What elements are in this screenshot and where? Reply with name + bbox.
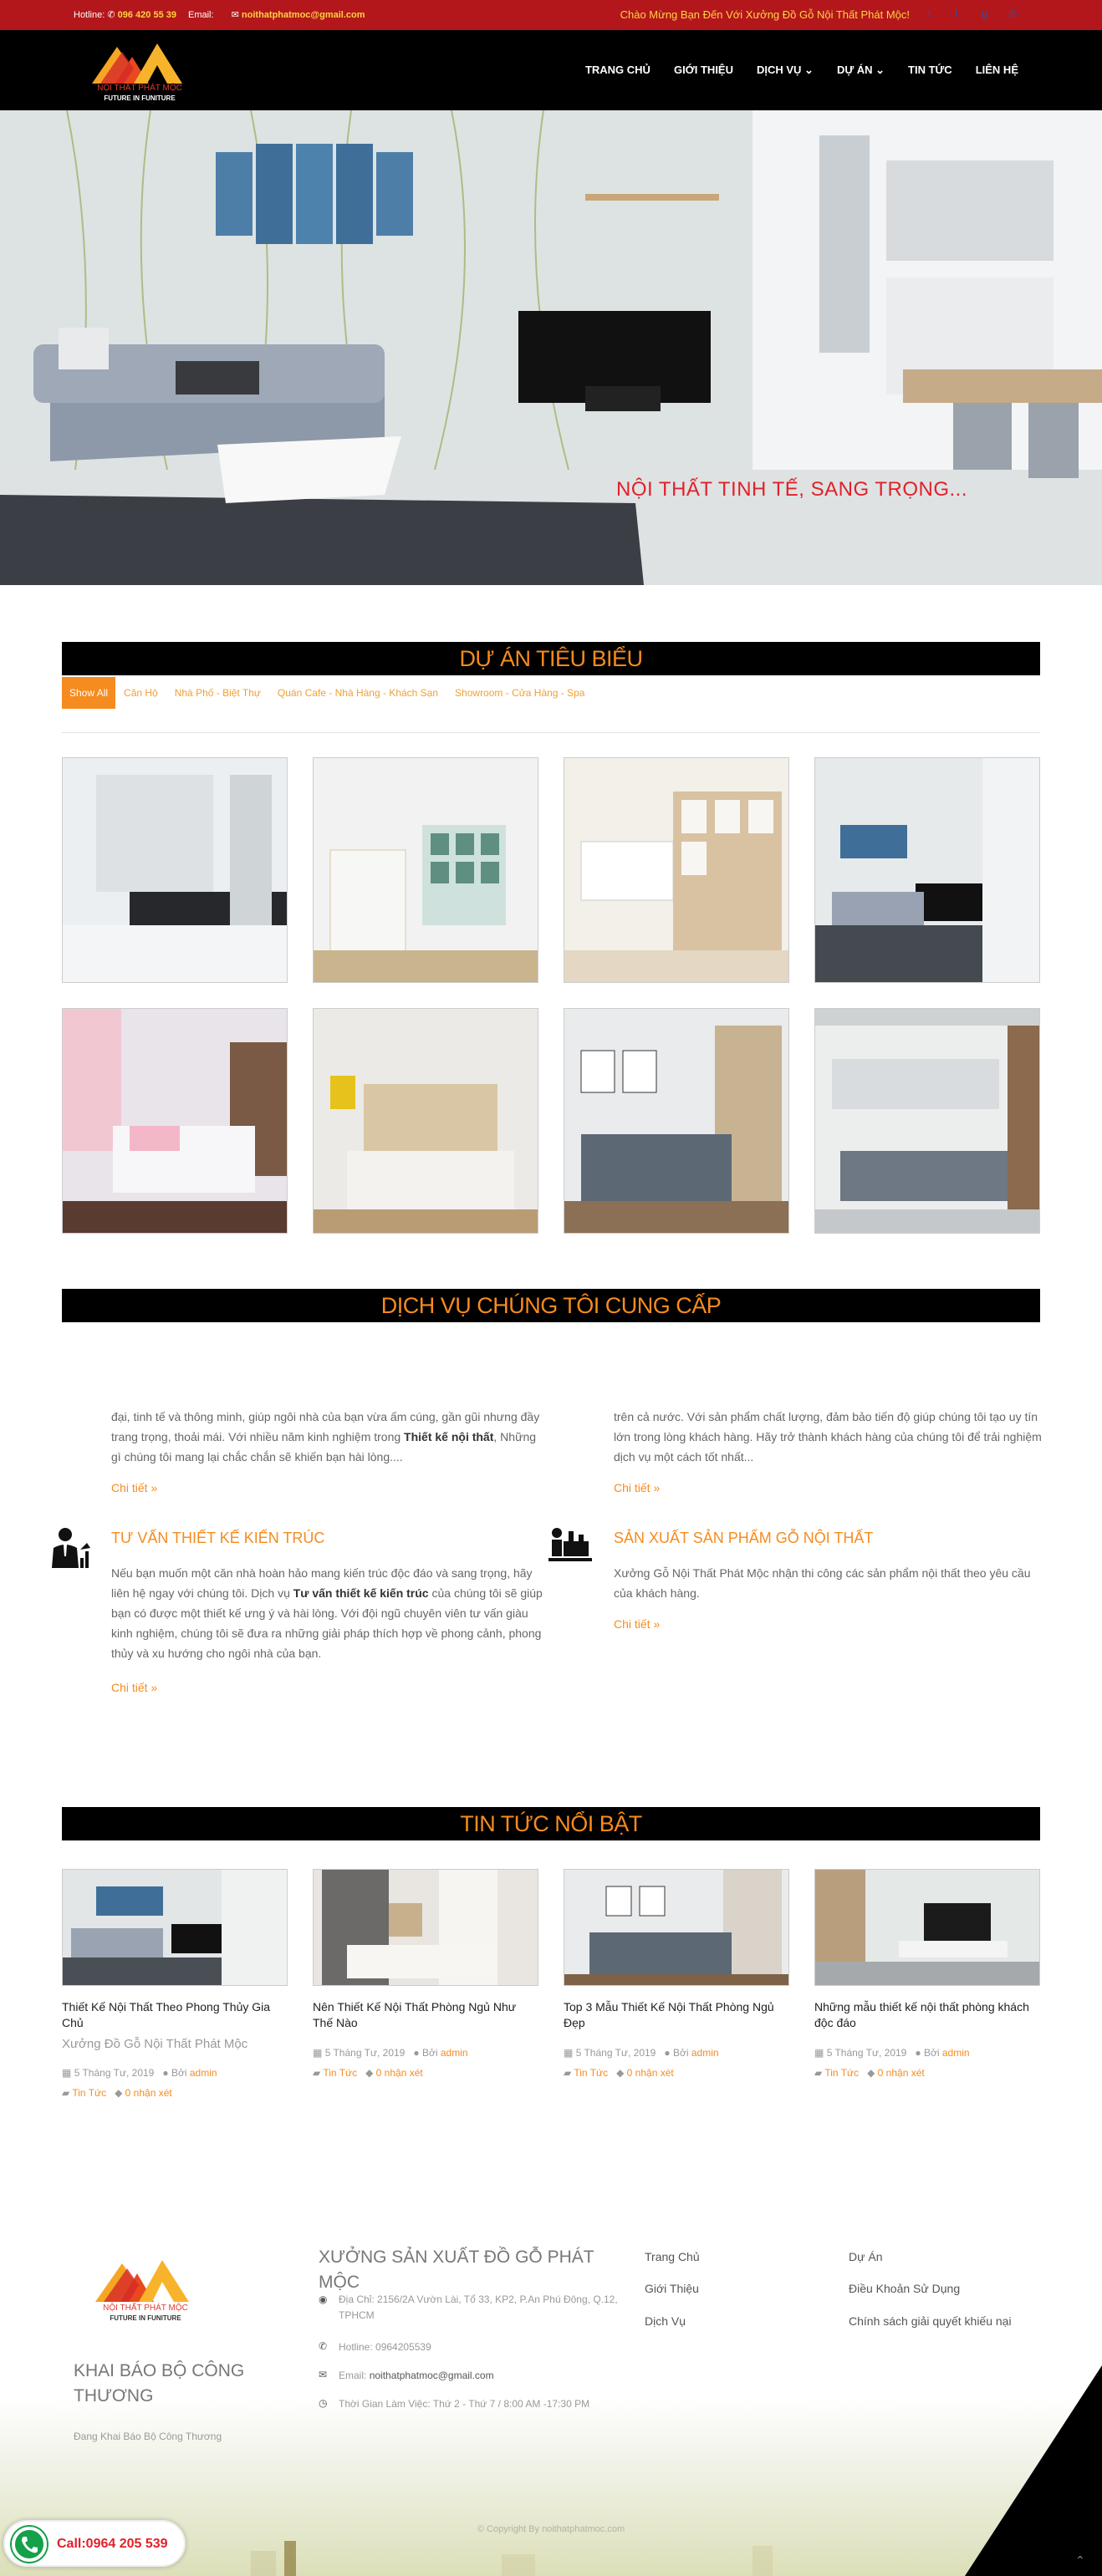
service-description-architecture: Nếu bạn muốn một căn nhà hoàn hảo mang kiến trúc độc đáo và sang trọng, hãy liên hệ ngay với chúng tôi. Dịch vụ Tư vấn thiết kế kiến trúc của chúng tôi sẽ giúp bạn có được một thiết kế ưng ý và hài lòng. Với đội ngũ chuyên viên tư vấn giàu kinh nghiệm, chúng tôi sẽ đưa ra những giải pháp thích hợp về phong cảnh, phong thủy và xu hướng cho ngôi nhà của bạn.	[111, 1566, 543, 1660]
service-more-link[interactable]: Chi tiết »	[111, 1481, 158, 1494]
news-card[interactable]	[814, 1869, 1040, 2083]
comment-icon: ◆	[365, 2067, 374, 2079]
comments-link[interactable]: 0 nhận xét	[626, 2067, 674, 2079]
email-address[interactable]: noithatphatmoc@gmail.com	[241, 10, 365, 20]
tv-living-room-image	[815, 1870, 1040, 1986]
hero-slider[interactable]	[0, 110, 1102, 585]
registration-title: KHAI BÁO BỘ CÔNG THƯƠNG	[74, 2361, 245, 2405]
working-hours: Thời Gian Làm Việc: Thứ 2 - Thứ 7 / 8:00 AM -17:30 PM	[339, 2398, 590, 2410]
project-thumb[interactable]	[564, 1008, 789, 1234]
envelope-icon: ✉	[319, 2369, 328, 2380]
svg-text:NỘI THẤT PHÁT MỘC: NỘI THẤT PHÁT MỘC	[97, 84, 182, 93]
news-subtitle: Xưởng Đồ Gỗ Nội Thất Phát Mộc	[62, 2037, 248, 2051]
comment-icon: ◆	[867, 2067, 875, 2079]
phone-icon: ✆	[107, 10, 115, 20]
nav-home[interactable]: TRANG CHỦ	[584, 64, 650, 76]
bunk-bed-image	[815, 1009, 1040, 1234]
folder-icon: ▰	[814, 2067, 823, 2079]
shelf-wall-image	[314, 758, 538, 983]
study-room-image	[564, 758, 789, 983]
copyright: © Copyright By noithatphatmoc.com	[477, 2524, 625, 2534]
category-link[interactable]: Tin Tức	[323, 2067, 358, 2079]
service-more-link[interactable]: Chi tiết »	[614, 1481, 661, 1494]
news-meta: ▦ 5 Tháng Tư, 2019 ● Bởi admin ▰ Tin Tức ◆ 0 nhận xét	[62, 2067, 217, 2099]
news-meta: ▦ 5 Tháng Tư, 2019 ● Bởi admin ▰ Tin Tức ◆ 0 nhận xét	[313, 2047, 468, 2079]
filter-show-all[interactable]: Show All	[62, 677, 115, 709]
service-heading-architecture[interactable]: TƯ VẤN THIẾT KẾ KIẾN TRÚC	[111, 1530, 325, 1546]
news-card[interactable]	[564, 1869, 789, 2083]
folder-icon: ▰	[313, 2067, 321, 2079]
grey-bedroom-image	[564, 1009, 789, 1234]
author-link[interactable]: admin	[189, 2067, 217, 2079]
clock-icon: ◷	[319, 2397, 328, 2409]
instagram-icon[interactable]: ◎	[1008, 8, 1018, 19]
email-info[interactable]	[188, 9, 365, 20]
service-more-link[interactable]: Chi tiết »	[111, 1681, 158, 1694]
back-to-top-corner	[965, 2365, 1102, 2576]
news-thumbnail[interactable]	[62, 1869, 288, 1986]
bedroom-curtain-image	[314, 1870, 538, 1986]
hotline-label: Hotline:	[74, 10, 105, 20]
email-label: Email:	[188, 10, 214, 20]
project-thumb[interactable]	[62, 757, 288, 983]
envelope-icon: ✉	[231, 10, 239, 20]
nav-projects[interactable]: DỰ ÁN ⌄	[836, 64, 885, 76]
services-title: DỊCH VỤ CHÚNG TÔI CUNG CẤP	[62, 1289, 1040, 1322]
news-meta: ▦ 5 Tháng Tư, 2019 ● Bởi admin ▰ Tin Tức ◆ 0 nhận xét	[814, 2047, 970, 2079]
facebook-icon[interactable]: f	[955, 8, 958, 19]
calendar-icon: ▦	[313, 2047, 323, 2059]
divider	[62, 732, 1040, 733]
site-logo[interactable]	[84, 32, 196, 105]
comments-link[interactable]: 0 nhận xét	[375, 2067, 423, 2079]
comment-icon: ◆	[115, 2087, 123, 2099]
nav-services[interactable]: DỊCH VỤ ⌄	[757, 64, 814, 76]
living-room-image	[815, 758, 1040, 983]
footer-link-about[interactable]: Giới Thiệu	[645, 2282, 699, 2295]
filter-apartment[interactable]: Căn Hộ	[124, 687, 158, 699]
news-card[interactable]	[62, 1869, 288, 2103]
news-headline[interactable]: Những mẫu thiết kế nội thất phòng khách độc đáo	[814, 2000, 1029, 2029]
user-icon: ●	[162, 2067, 169, 2079]
nav-news[interactable]: TIN TỨC	[908, 64, 952, 76]
news-card[interactable]	[313, 1869, 538, 2083]
call-number[interactable]: Call:0964 205 539	[57, 2537, 168, 2551]
bedroom-headboard-image	[314, 1009, 538, 1234]
calendar-icon: ▦	[814, 2047, 824, 2059]
hero-caption: NỘI THẤT TINH TẾ, SANG TRỌNG...	[616, 478, 968, 501]
company-email[interactable]: Email: noithatphatmoc@gmail.com	[339, 2370, 494, 2381]
news-thumbnail[interactable]	[313, 1869, 538, 1986]
phone-icon: ✆	[319, 2340, 328, 2352]
comments-link[interactable]: 0 nhận xét	[125, 2087, 172, 2099]
project-thumb[interactable]	[814, 757, 1040, 983]
top-bar	[0, 0, 1102, 30]
project-filters	[62, 677, 593, 709]
footer-link-services[interactable]: Dịch Vụ	[645, 2314, 686, 2328]
filter-showroom-shop-spa[interactable]: Showroom - Cửa Hàng - Spa	[455, 687, 585, 699]
call-button[interactable]	[3, 2520, 186, 2567]
project-thumb[interactable]	[313, 757, 538, 983]
hotline[interactable]	[74, 9, 176, 20]
nav-about[interactable]: GIỚI THIỆU	[673, 64, 733, 76]
chevron-up-icon[interactable]: ⌃	[1075, 2554, 1085, 2568]
company-address: Địa Chỉ: 2156/2A Vườn Lài, Tổ 33, KP2, P.An Phú Đông, Q.12, TPHCM	[339, 2293, 618, 2321]
living-room-image	[63, 1870, 288, 1986]
kitchen-image	[63, 758, 288, 983]
google-plus-icon[interactable]: g	[982, 8, 987, 19]
registration-note: Đang Khai Báo Bộ Công Thương	[74, 2431, 222, 2442]
news-title: TIN TỨC NỔI BẬT	[62, 1807, 1040, 1840]
service-excerpt-construction: trên cả nước. Với sản phẩm chất lượng, đảm bảo tiến độ giúp chúng tôi tạo uy tín lớn trong lòng khách hàng. Hãy trở thành khách hàng của chúng tôi để trải nghiệm dịch vụ một cách tốt nhất...	[614, 1410, 1042, 1464]
company-hotline[interactable]: Hotline: 0964205539	[339, 2341, 431, 2353]
user-icon: ●	[915, 2047, 921, 2059]
author-link[interactable]: admin	[691, 2047, 719, 2059]
twitter-icon[interactable]: t	[928, 8, 931, 19]
company-name: XƯỞNG SẢN XUẤT ĐỒ GỖ PHÁT MỘC	[319, 2248, 594, 2292]
phone-icon	[12, 2527, 47, 2562]
hero-living-room-image	[0, 110, 1102, 585]
news-headline[interactable]: Top 3 Mẫu Thiết Kế Nội Thất Phòng Ngủ Đẹp	[564, 2000, 774, 2029]
filter-townhouse-villa[interactable]: Nhà Phố - Biệt Thự	[174, 687, 261, 699]
comment-icon: ◆	[616, 2067, 625, 2079]
projects-title: DỰ ÁN TIÊU BIỂU	[62, 642, 1040, 675]
category-link[interactable]: Tin Tức	[72, 2087, 107, 2099]
footer-logo[interactable]	[87, 2247, 204, 2324]
project-thumb[interactable]	[814, 1008, 1040, 1234]
author-link[interactable]: admin	[440, 2047, 468, 2059]
service-description-production: Xưởng Gỗ Nội Thất Phát Mộc nhận thi công các sản phẩm nội thất theo yêu cầu của khách hàng.	[614, 1566, 1031, 1600]
logo-mark-icon	[84, 32, 196, 105]
project-thumb[interactable]	[313, 1008, 538, 1234]
location-icon: ◉	[319, 2293, 328, 2305]
project-thumb[interactable]	[62, 1008, 288, 1234]
footer-link-terms[interactable]: Điều Khoản Sử Dụng	[849, 2282, 961, 2295]
svg-text:NỘI THẤT PHÁT MỘC: NỘI THẤT PHÁT MỘC	[103, 2304, 188, 2313]
service-heading-production[interactable]: SẢN XUẤT SẢN PHẨM GỖ NỘI THẤT	[614, 1530, 874, 1546]
news-meta: ▦ 5 Tháng Tư, 2019 ● Bởi admin ▰ Tin Tức ◆ 0 nhận xét	[564, 2047, 719, 2079]
comments-link[interactable]: 0 nhận xét	[877, 2067, 925, 2079]
project-thumb[interactable]	[564, 757, 789, 983]
news-thumbnail[interactable]	[814, 1869, 1040, 1986]
calendar-icon: ▦	[564, 2047, 574, 2059]
consultant-icon	[48, 1526, 92, 1570]
news-thumbnail[interactable]	[564, 1869, 789, 1986]
service-excerpt-interior: đại, tinh tế và thông minh, giúp ngôi nhà của bạn vừa ấm cúng, gần gũi nhưng đầy trang trọng, thoải mái. Với nhiều năm kinh nghiệm trong Thiết kế nội thất, Những gì chúng tôi mang lại chắc chắn sẽ khiến bạn hài lòng....	[111, 1410, 540, 1464]
welcome-message: Chào Mừng Bạn Đến Với Xưởng Đồ Gỗ Nội Thất Phát Mộc!	[620, 8, 910, 21]
nav-contact[interactable]: LIÊN HỆ	[975, 64, 1018, 76]
grey-bedroom-image	[564, 1870, 789, 1986]
service-more-link[interactable]: Chi tiết »	[614, 1617, 661, 1631]
calendar-icon: ▦	[62, 2067, 72, 2079]
news-headline[interactable]: Nên Thiết Kế Nội Thất Phòng Ngủ Như Thế Nào	[313, 2000, 517, 2029]
folder-icon: ▰	[62, 2087, 70, 2099]
folder-icon: ▰	[564, 2067, 572, 2079]
news-headline[interactable]: Thiết Kế Nội Thất Theo Phong Thủy Gia Chủ	[62, 2000, 271, 2029]
author-link[interactable]: admin	[941, 2047, 970, 2059]
footer-link-home[interactable]: Trang Chủ	[645, 2250, 700, 2263]
svg-text:FUTURE IN FUNITURE: FUTURE IN FUNITURE	[110, 2314, 181, 2322]
svg-text:FUTURE IN FUNITURE: FUTURE IN FUNITURE	[104, 94, 176, 102]
hotline-number[interactable]: 096 420 55 39	[117, 10, 176, 20]
user-icon: ●	[413, 2047, 420, 2059]
pink-bedroom-image	[63, 1009, 288, 1234]
footer-link-projects[interactable]: Dự Án	[849, 2250, 883, 2263]
category-link[interactable]: Tin Tức	[824, 2067, 860, 2079]
category-link[interactable]: Tin Tức	[574, 2067, 609, 2079]
main-nav	[585, 64, 1018, 77]
filter-cafe-restaurant-hotel[interactable]: Quán Cafe - Nhà Hàng - Khách Sạn	[277, 687, 439, 699]
footer-link-complaints[interactable]: Chính sách giải quyết khiếu nại	[849, 2314, 1012, 2328]
user-icon: ●	[664, 2047, 671, 2059]
factory-worker-icon	[548, 1526, 592, 1563]
social-links	[928, 8, 1018, 18]
